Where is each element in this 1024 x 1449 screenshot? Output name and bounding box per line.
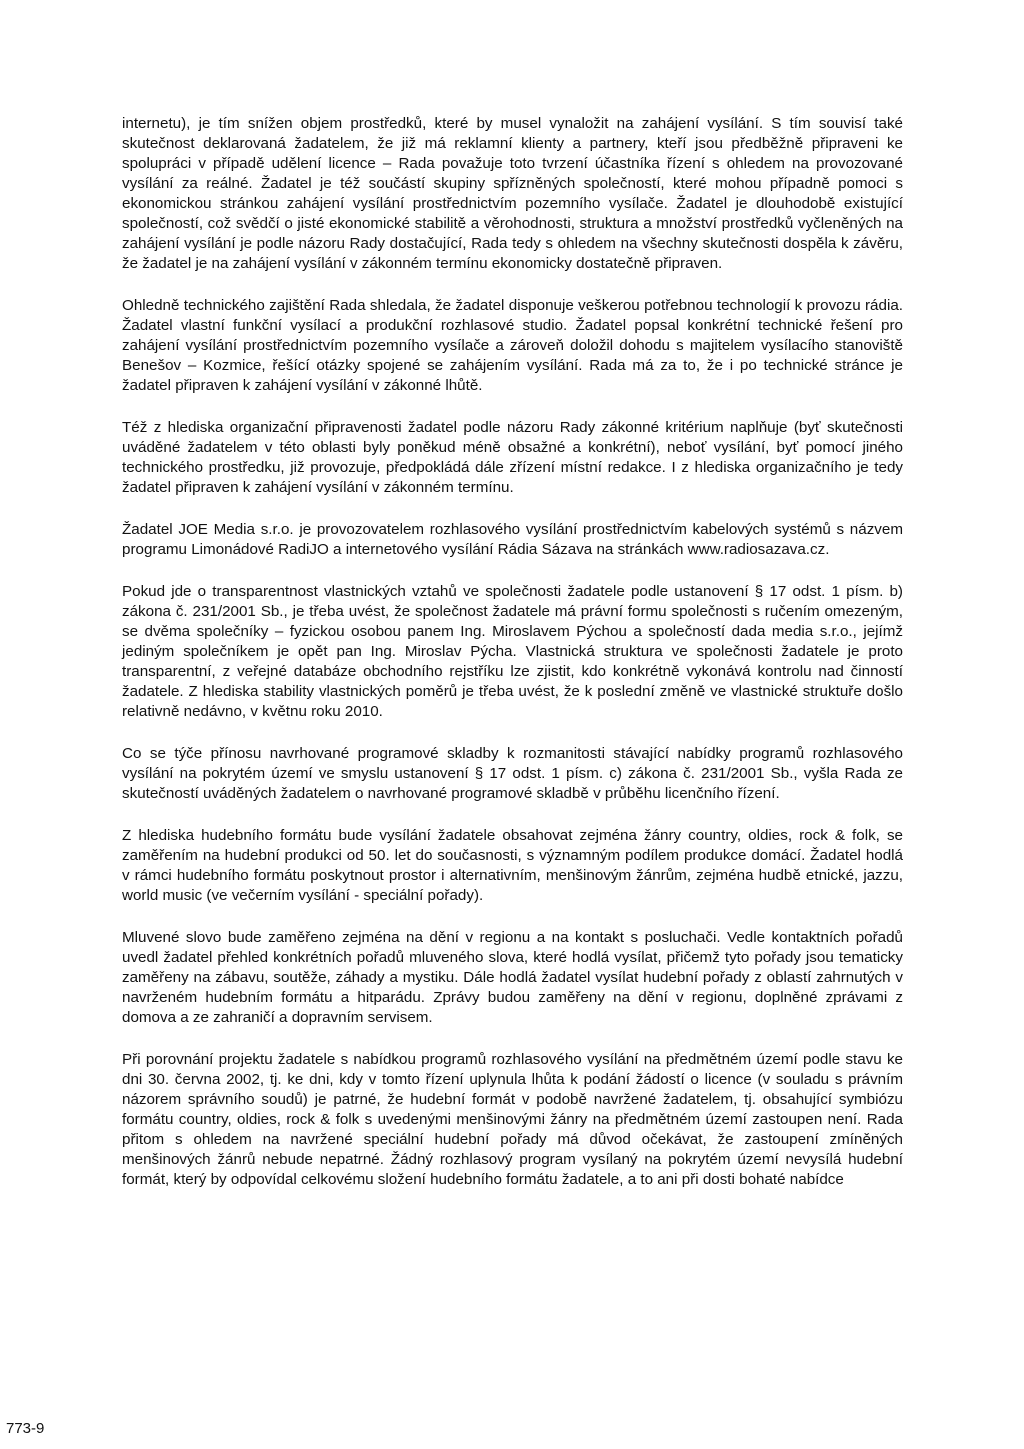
paragraph-economic-readiness: internetu), je tím snížen objem prostředků, které by musel vynaložit na zahájení vysílání. S tím souvisí také skutečnost deklarovaná žadatelem, že již má reklamní klienty a partnery, kteří jsou předběžně připraveni ke spolupráci v případě udělení licence – Rada považuje toto tvrzení účastníka řízení s ohledem na provozované vysílání za reálné. Žadatel je též součástí skupiny spřízněných společností, které mohou případně pomoci s ekonomickou stránkou zahájení vysílání prostřednictvím pozemního vysílače. Žadatel je dlouhodobě existující společností, což svědčí o jisté ekonomické stabilitě a věrohodnosti, struktura a množství prostředků vyčleněných na zahájení vysílání je podle názoru Rady dostačující, Rada tedy s ohledem na všechny skutečnosti dospěla k závěru, že žadatel je na zahájení vysílání v zákonném termínu ekonomicky dostatečně připraven.	[122, 115, 903, 272]
paragraph-program-contribution: Co se týče přínosu navrhované programové skladby k rozmanitosti stávající nabídky programů rozhlasového vysílání na pokrytém území ve smyslu ustanovení § 17 odst. 1 písm. c) zákona č. 231/2001 Sb., vyšla Rada ze skutečností uváděných žadatelem o navrhované programové skladbě v průběhu licenčního řízení.	[122, 745, 903, 802]
paragraph-organizational-readiness: Též z hlediska organizační připravenosti žadatel podle názoru Rady zákonné kritérium naplňuje (byť skutečnosti uváděné žadatelem v této oblasti byly poněkud méně obsažné a konkrétní), neboť vysílání, byť pomocí jiného technického prostředku, již provozuje, předpokládá dále zřízení místní redakce. I z hlediska organizačního je tedy žadatel připraven k zahájení vysílání v zákonném termínu.	[122, 419, 903, 496]
page-number: 773-9	[6, 1420, 45, 1437]
paragraph-spoken-word: Mluvené slovo bude zaměřeno zejména na dění v regionu a na kontakt s posluchači. Vedle kontaktních pořadů uvedl žadatel přehled konkrétních pořadů mluveného slova, které hodlá vysílat, přičemž tyto pořady jsou tematicky zaměřeny na zábavu, soutěže, záhady a mystiku. Dále hodlá žadatel vysílat hudební pořady z oblastí zahrnutých v navrženém hudebním formátu a hitparádu. Zprávy budou zaměřeny na dění v regionu, doplněné zprávami z domova a ze zahraničí a dopravním servisem.	[122, 929, 903, 1026]
paragraph-music-format: Z hlediska hudebního formátu bude vysílání žadatele obsahovat zejména žánry country, oldies, rock & folk, se zaměřením na hudební produkci od 50. let do současnosti, s významným podílem produkce domácí. Žadatel hodlá v rámci hudebního formátu poskytnout prostor i alternativním, menšinovým žánrům, zejména hudbě etnické, jazzu, world music (ve večerním vysílání - speciální pořady).	[122, 827, 903, 904]
paragraph-comparison: Při porovnání projektu žadatele s nabídkou programů rozhlasového vysílání na předmětném území podle stavu ke dni 30. června 2002, tj. ke dni, kdy v tomto řízení uplynula lhůta k podání žádostí o licence (v souladu s právním názorem správního soudů) je patrné, že hudební formát v podobě navržené žadatelem, tj. obsahující symbiózu formátu country, oldies, rock & folk s uvedenými menšinovými žánry na předmětném území zastoupen není. Rada přitom s ohledem na navržené speciální hudební pořady má důvod očekávat, že zastoupení zmíněných menšinových žánrů nebude nepatrné. Žádný rozhlasový program vysílaný na pokrytém území nevysílá hudební formát, který by odpovídal celkovému složení hudebního formátu žadatele, a to ani při dosti bohaté nabídce	[122, 1051, 903, 1188]
paragraph-technical-readiness: Ohledně technického zajištění Rada shledala, že žadatel disponuje veškerou potřebnou technologií k provozu rádia. Žadatel vlastní funkční vysílací a produkční rozhlasové studio. Žadatel popsal konkrétní technické řešení pro zahájení vysílání prostřednictvím pozemního vysílače a zároveň doložil dohodu s majitelem vysílacího stanoviště Benešov – Kozmice, řešící otázky spojené se zahájením vysílání. Rada má za to, že i po technické stránce je žadatel připraven k zahájení vysílání v zákonné lhůtě.	[122, 297, 903, 394]
paragraph-ownership-transparency: Pokud jde o transparentnost vlastnických vztahů ve společnosti žadatele podle ustanovení § 17 odst. 1 písm. b) zákona č. 231/2001 Sb., je třeba uvést, že společnost žadatele má právní formu společnosti s ručením omezeným, se dvěma společníky – fyzickou osobou panem Ing. Miroslavem Pýchou a společností dada media s.r.o., jejímž jediným společníkem je opět pan Ing. Miroslav Pýcha. Vlastnická struktura ve společnosti žadatele je proto transparentní, z veřejné databáze obchodního rejstříku lze zjistit, kdo konkrétně vykonává kontrolu nad činností žadatele. Z hlediska stability vlastnických poměrů je třeba uvést, že k poslední změně ve vlastnické struktuře došlo relativně nedávno, v květnu roku 2010.	[122, 583, 903, 720]
document-page	[122, 114, 903, 1212]
paragraph-applicant-joe-media: Žadatel JOE Media s.r.o. je provozovatelem rozhlasového vysílání prostřednictvím kabelových systémů s názvem programu Limonádové RadiJO a internetového vysílání Rádia Sázava na stránkách www.radiosazava.cz.	[122, 521, 903, 558]
